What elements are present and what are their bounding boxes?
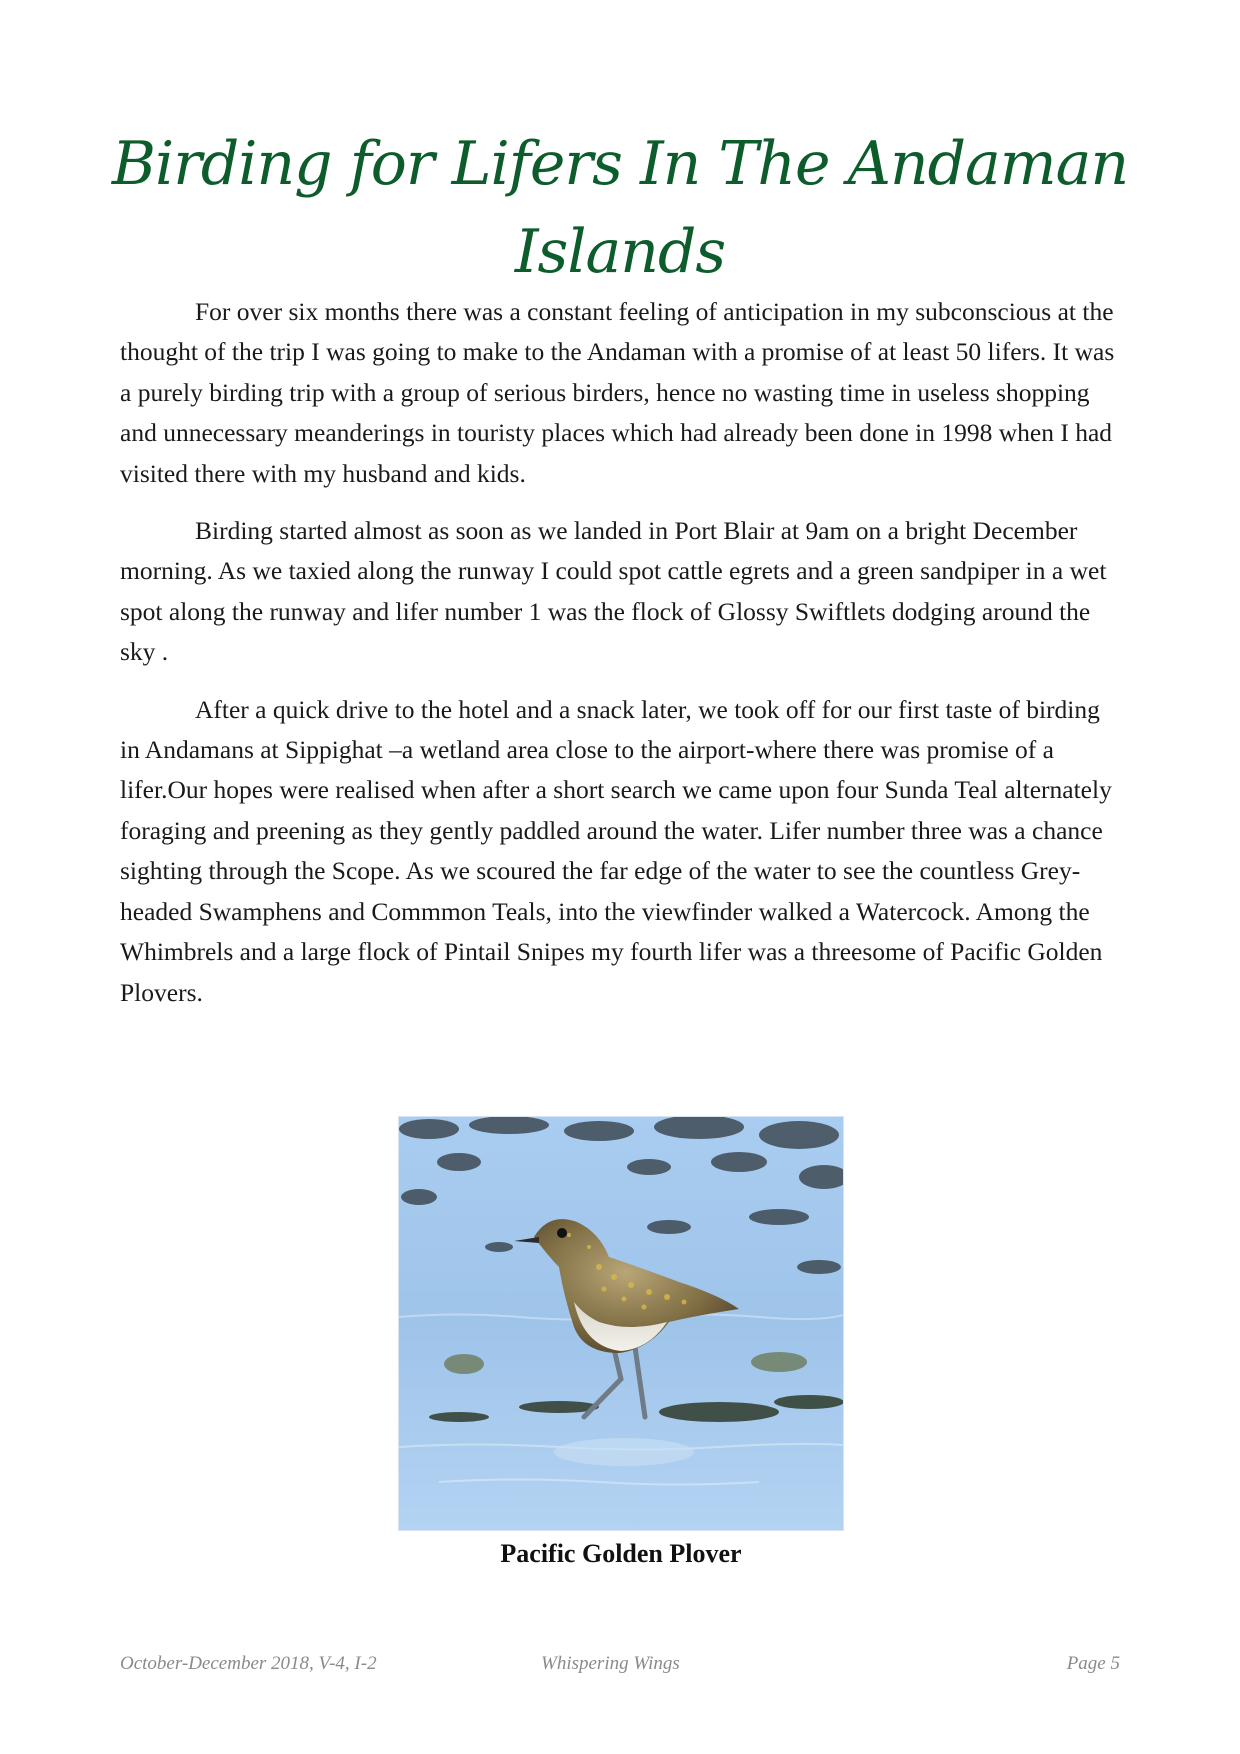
footer-issue-date: October-December 2018, V-4, I-2 — [120, 1653, 377, 1674]
article-title: Birding for Lifers In The Andaman Islands — [111, 129, 1129, 287]
paragraph: After a quick drive to the hotel and a snack later, we took off for our first taste of birding in Andamans at Sippighat –a wetland area close to the airport-where there was promise of a lifer.Our hopes were realised when after a short search we came upon four Sunda Teal alternately foraging and preening as they gently paddled around the water. Lifer number three was a chance sighting through the Scope. As we scoured the far edge of the water to see the countless Grey-headed Swamphens and Commmon Teals, into the viewfinder walked a Watercock. Among the Whimbrels and a large flock of Pintail Snipes my fourth lifer was a threesome of Pacific Golden Plovers. — [120, 694, 1112, 1007]
article-body — [120, 292, 1120, 1030]
footer-publication-name: Whispering Wings — [541, 1653, 680, 1674]
figure-caption: Pacific Golden Plover — [500, 1539, 742, 1568]
paragraph: For over six months there was a constant feeling of anticipation in my subconscious at the thought of the trip I was going to make to the Andaman with a promise of at least 50 lifers. It was a purely birding trip with a group of serious birders, hence no wasting time in useless shopping and unnecessary meanderings in touristy places which had already been done in 1998 when I had visited there with my husband and kids. — [120, 297, 1115, 488]
footer-page-number: Page 5 — [1066, 1653, 1120, 1674]
paragraph: Birding started almost as soon as we landed in Port Blair at 9am on a bright December morning. As we taxied along the runway I could spot cattle egrets and a green sandpiper in a wet spot along the runway and lifer number 1 was the flock of Glossy Swiftlets dodging around the sky . — [120, 516, 1107, 667]
bird-photo — [398, 1116, 844, 1531]
